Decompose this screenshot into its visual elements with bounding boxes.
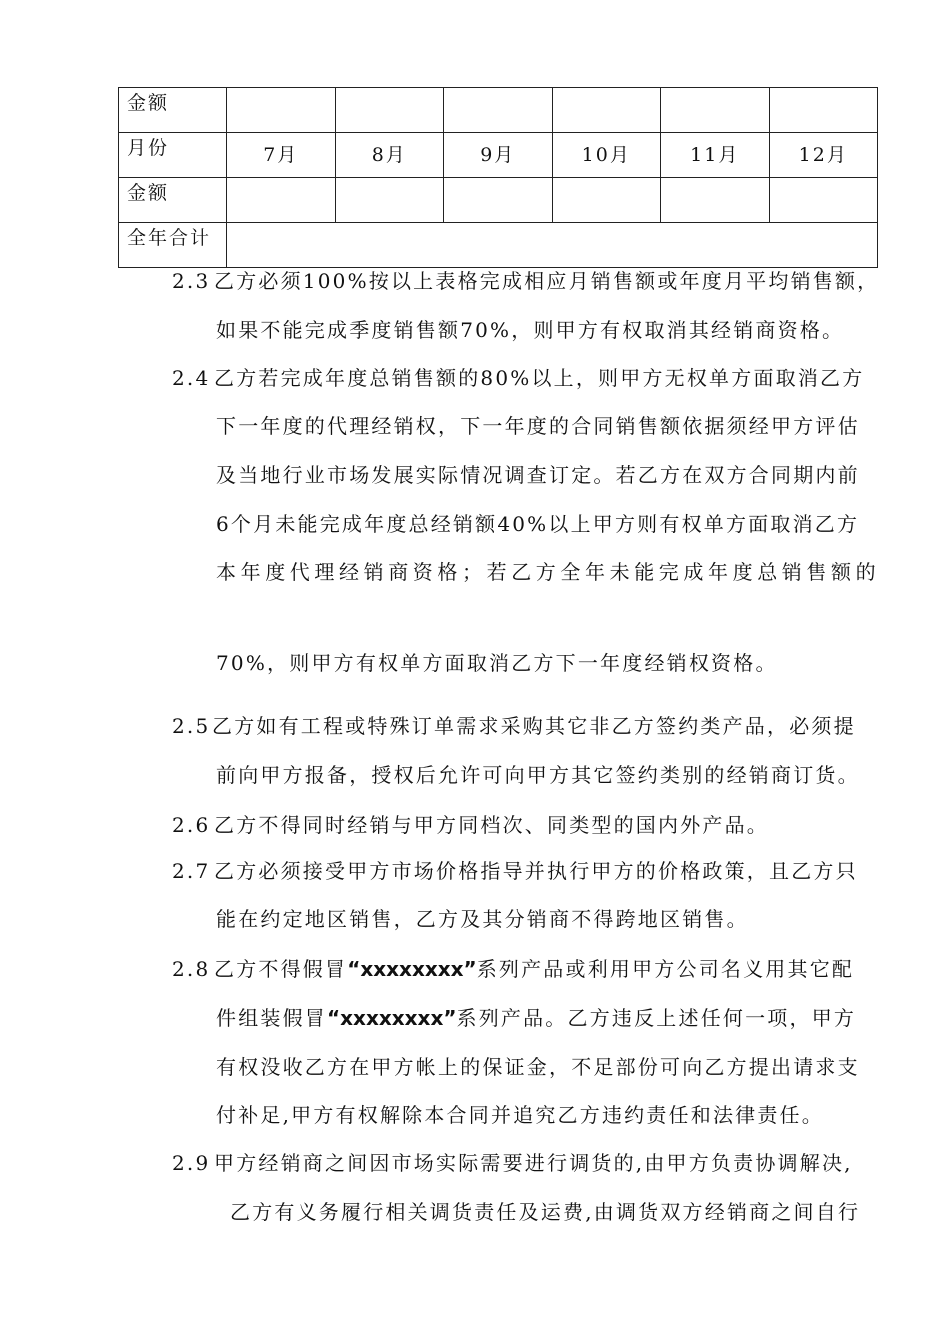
clause-2-4-line-2: 下一年度的代理经销权，下一年度的合同销售额依据须经甲方评估 — [216, 414, 860, 438]
clause-text: 甲方经销商之间因市场实际需要进行调货的,由甲方负责协调解决, — [214, 1151, 853, 1175]
clause-2-8-line-4: 付补足,甲方有权解除本合同并追究乙方违约责任和法律责任。 — [216, 1103, 824, 1127]
clause-2-8-line-2 — [216, 1003, 856, 1033]
monthly-sales-table — [118, 87, 878, 268]
table-row — [119, 178, 878, 223]
clause-number: 2.9 — [172, 1151, 211, 1175]
clause-2-4-line-4: 6个月未能完成年度总经销额40%以上甲方则有权单方面取消乙方 — [216, 512, 860, 536]
clause-text: 系列产品或利用甲方公司名义用其它配 — [476, 957, 855, 981]
clause-text: 乙方不得同时经销与甲方同档次、同类型的国内外产品。 — [214, 813, 769, 837]
month-cell: 9月 — [444, 133, 553, 178]
month-cell: 7月 — [227, 133, 336, 178]
table-cell — [444, 88, 553, 133]
table-cell — [227, 178, 336, 223]
brand-name: “xxxxxxxx” — [327, 1006, 457, 1030]
table-cell — [335, 178, 444, 223]
row-label-total: 全年合计 — [119, 223, 227, 268]
row-label-amount: 金额 — [119, 88, 227, 133]
table-cell — [444, 178, 553, 223]
table-cell — [661, 88, 770, 133]
table-cell — [552, 88, 661, 133]
clause-2-9-line-2: 乙方有义务履行相关调货责任及运费,由调货双方经销商之间自行 — [230, 1200, 861, 1224]
clause-number: 2.7 — [172, 859, 211, 883]
table-row — [119, 88, 878, 133]
clause-2-4-line-6: 70%，则甲方有权单方面取消乙方下一年度经销权资格。 — [216, 651, 778, 675]
clause-number: 2.4 — [172, 366, 211, 390]
row-label-month: 月份 — [119, 133, 227, 178]
clause-2-5-line-1 — [172, 711, 856, 741]
clause-2-3-line-1 — [172, 266, 879, 296]
clause-2-8-line-1 — [172, 954, 854, 984]
clause-2-6-line-1 — [172, 810, 769, 840]
clause-2-8-line-3: 有权没收乙方在甲方帐上的保证金，不足部份可向乙方提出请求支 — [216, 1055, 860, 1079]
clause-2-5-line-2: 前向甲方报备，授权后允许可向甲方其它签约类别的经销商订货。 — [216, 763, 860, 787]
table-row — [119, 133, 878, 178]
clause-2-3-line-2: 如果不能完成季度销售额70%，则甲方有权取消其经销商资格。 — [216, 318, 845, 342]
total-cell — [227, 223, 878, 268]
clause-2-4-line-3: 及当地行业市场发展实际情况调查订定。若乙方在双方合同期内前 — [216, 463, 860, 487]
clause-text: 乙方必须接受甲方市场价格指导并执行甲方的价格政策，且乙方只 — [214, 859, 858, 883]
brand-name: “xxxxxxxx” — [347, 957, 477, 981]
table-cell — [769, 88, 878, 133]
clause-2-4-line-1 — [172, 363, 864, 393]
table-row — [119, 223, 878, 268]
month-cell: 10月 — [552, 133, 661, 178]
clause-text: 乙方必须100%按以上表格完成相应月销售额或年度月平均销售额， — [214, 269, 880, 293]
clause-number: 2.5 — [172, 714, 211, 738]
month-cell: 11月 — [661, 133, 770, 178]
clause-2-9-line-1 — [172, 1148, 853, 1178]
clause-number: 2.3 — [172, 269, 211, 293]
clause-text: 乙方如有工程或特殊订单需求采购其它非乙方签约类产品，必须提 — [212, 714, 856, 738]
table-cell — [335, 88, 444, 133]
month-cell: 12月 — [769, 133, 878, 178]
clause-number: 2.6 — [172, 813, 211, 837]
clause-number: 2.8 — [172, 957, 211, 981]
clause-2-4-line-5: 本年度代理经销商资格；若乙方全年未能完成年度总销售额的 — [216, 560, 881, 584]
clause-2-7-line-1 — [172, 856, 858, 886]
row-label-amount: 金额 — [119, 178, 227, 223]
clause-2-7-line-2: 能在约定地区销售，乙方及其分销商不得跨地区销售。 — [216, 907, 749, 931]
table-cell — [552, 178, 661, 223]
table-cell — [661, 178, 770, 223]
table-cell — [227, 88, 336, 133]
clause-text: 乙方不得假冒 — [214, 957, 348, 981]
month-cell: 8月 — [335, 133, 444, 178]
table-cell — [769, 178, 878, 223]
clause-text: 件组装假冒 — [216, 1006, 327, 1030]
clause-text: 系列产品。乙方违反上述任何一项，甲方 — [456, 1006, 857, 1030]
clause-text: 乙方若完成年度总销售额的80%以上，则甲方无权单方面取消乙方 — [214, 366, 865, 390]
